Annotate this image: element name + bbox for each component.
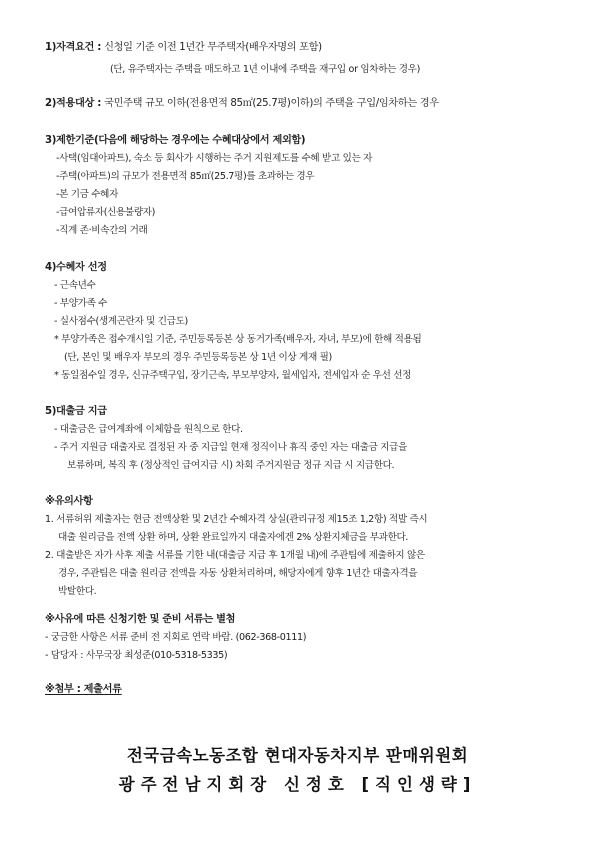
organization-name: 전국금속노동조합 현대자동차지부 판매위원회 — [126, 746, 469, 765]
section-4-item: - 부양가족 수 — [54, 298, 108, 309]
section-1-key: 1)자격요건 : — [45, 42, 105, 53]
section-4-item: - 실사점수(생계곤란자 및 긴급도) — [54, 316, 188, 327]
notes-heading: ※유의사항 — [45, 496, 93, 507]
section-2-value: 국민주택 규모 이하(전용면적 85㎡(25.7평)이하)의 주택을 구입/임차하는 경우 — [104, 98, 439, 109]
section-5-item: - 대출금은 급여계좌에 이체함을 원칙으로 한다. — [54, 424, 243, 435]
section-1-value: 신청일 기준 이전 1년간 무주택자(배우자명의 포함) — [104, 42, 322, 53]
contact-person: - 담당자 : 사무국장 최성준(010-5318-5335) — [45, 650, 228, 661]
notes-item: 대출 원리금을 전액 상환 하며, 상환 완료일까지 대출자에겐 2% 상환지체금을 부과한다. — [58, 532, 409, 543]
section-2-key: 2)적용대상 : — [45, 98, 105, 109]
section-4-heading: 4)수혜자 선정 — [45, 262, 107, 273]
section-1-heading — [45, 42, 322, 54]
notes-item: 1. 서류허위 제출자는 현금 전액상환 및 2년간 수혜자격 상실(관리규정 제15조 1,2항) 적발 즉시 — [45, 514, 428, 525]
application-heading: ※사유에 따른 신청기한 및 준비 서류는 별첨 — [45, 614, 236, 625]
section-3-item: -본 기금 수혜자 — [56, 189, 119, 200]
section-5-item: - 주거 지원금 대출자로 결정된 자 중 지급일 현재 정직이나 휴직 중인 자는 대출금 지급을 — [54, 442, 408, 453]
attachment-note: ※첨부 : 제출서류 — [45, 684, 122, 695]
section-4-item: * 부양가족은 접수개시일 기준, 주민등록등본 상 동거가족(배우자, 자녀, 부모)에 한해 적용됨 — [54, 334, 422, 345]
section-3-item: -주택(아파트)의 규모가 전용면적 85㎡(25.7평)를 초과하는 경우 — [56, 171, 315, 182]
section-4-item: (단, 본인 및 배우자 부모의 경우 주민등록등본 상 1년 이상 게재 필) — [64, 352, 332, 363]
section-4-item: - 근속년수 — [54, 280, 96, 291]
section-5-heading: 5)대출금 지급 — [45, 406, 107, 417]
section-4-item: * 동일점수일 경우, 신규주택구입, 장기근속, 부모부양자, 월세입자, 전세입자 순 우선 선정 — [54, 370, 412, 381]
section-1-note: (단, 유주택자는 주택을 매도하고 1년 이내에 주택을 재구입 or 임차하는 경우) — [110, 64, 420, 75]
section-5-item: 보류하며, 복직 후 (정상적인 급여지급 시) 차회 주거지원금 정규 지급 시 지급한다. — [67, 460, 395, 471]
notes-item: 박탈한다. — [58, 586, 97, 597]
contact-inquiry: - 궁금한 사항은 서류 준비 전 지회로 연락 바람. (062-368-0111) — [45, 632, 307, 643]
section-3-item: -직계 존·비속간의 거래 — [56, 225, 148, 236]
section-3-item: -사택(임대아파트), 숙소 등 회사가 시행하는 주거 지원제도를 수혜 받고 있는 자 — [56, 153, 373, 164]
notes-item: 경우, 주관팀은 대출 원리금 전액을 자동 상환처리하며, 해당자에게 향후 1년간 대출자격을 — [58, 568, 418, 579]
signatory-line: 광주전남지회장 신정호 [직인생략] — [118, 775, 477, 794]
section-2-heading — [45, 98, 439, 110]
section-3-heading: 3)제한기준(다음에 해당하는 경우에는 수혜대상에서 제외함) — [45, 135, 306, 146]
notes-item: 2. 대출받은 자가 사후 제출 서류를 기한 내(대출금 지급 후 1개월 내)에 주관팀에 제출하지 않은 — [45, 550, 425, 561]
section-3-item: -급여압류자(신용불량자) — [56, 207, 156, 218]
